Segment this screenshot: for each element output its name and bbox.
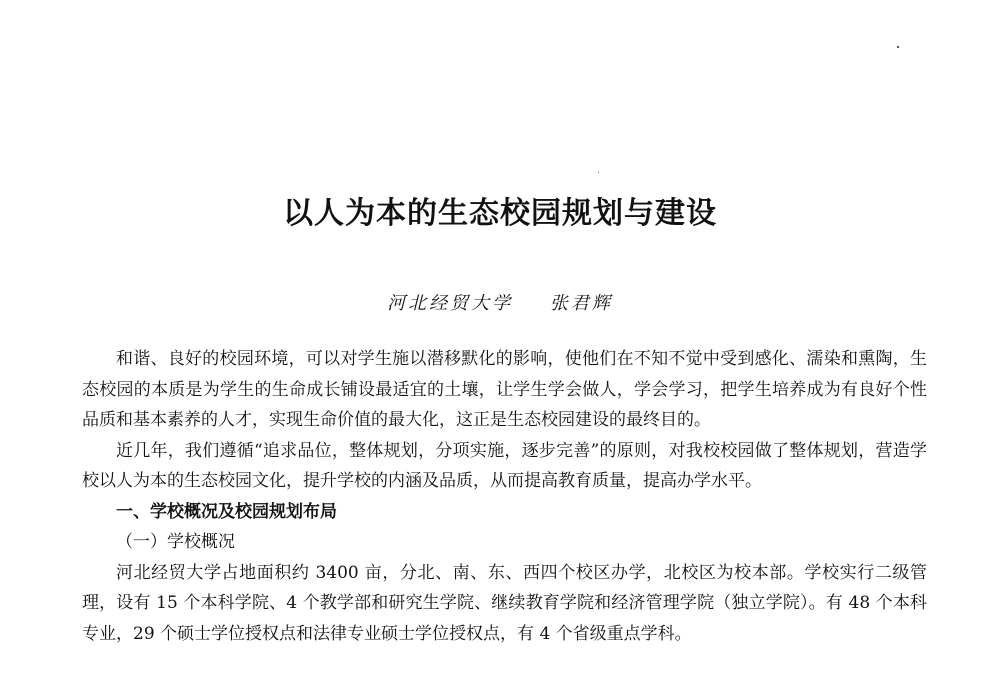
subsection-heading: （一）学校概况 — [116, 532, 235, 552]
paragraph-intro: 和谐、良好的校园环境，可以对学生施以潜移默化的影响，使他们在不知不觉中受到感化、濡染和熏陶，生态校园的本质是为学生的生命成长铺设最适宜的土壤，让学生学会做人，学会学习，把学生培养成为有良好个性品质和基本素养的人才，实现生命价值的最大化，这正是生态校园建设的最终目的。 — [82, 349, 927, 430]
paragraph-principle: 近几年，我们遵循“追求品位，整体规划，分项实施，逐步完善”的原则，对我校校园做了整体规划，营造学校以人为本的生态校园文化，提升学校的内涵及品质，从而提高教育质量，提高办学水平。 — [82, 440, 927, 491]
scan-speck — [598, 172, 599, 173]
author-line — [0, 289, 1000, 315]
scan-speck — [897, 46, 899, 48]
article-title: 以人为本的生态校园规划与建设 — [283, 196, 717, 231]
author-name: 张君辉 — [549, 293, 613, 314]
section-heading: 一、学校概况及校园规划布局 — [116, 501, 337, 522]
author-affiliation: 河北经贸大学 — [387, 293, 514, 314]
paragraph-school-overview: 河北经贸大学占地面积约 3400 亩，分北、南、东、西四个校区办学，北校区为校本部。学校实行二级管理，设有 15 个本科学院、4 个教学部和研究生学院、继续教育学院和经济管理学院（独立学院）。有 48 个本科专业，29 个硕士学位授权点和法律专业硕士学位授权点，有 4 个省级重点学科。 — [82, 562, 927, 644]
article-body — [82, 344, 927, 649]
